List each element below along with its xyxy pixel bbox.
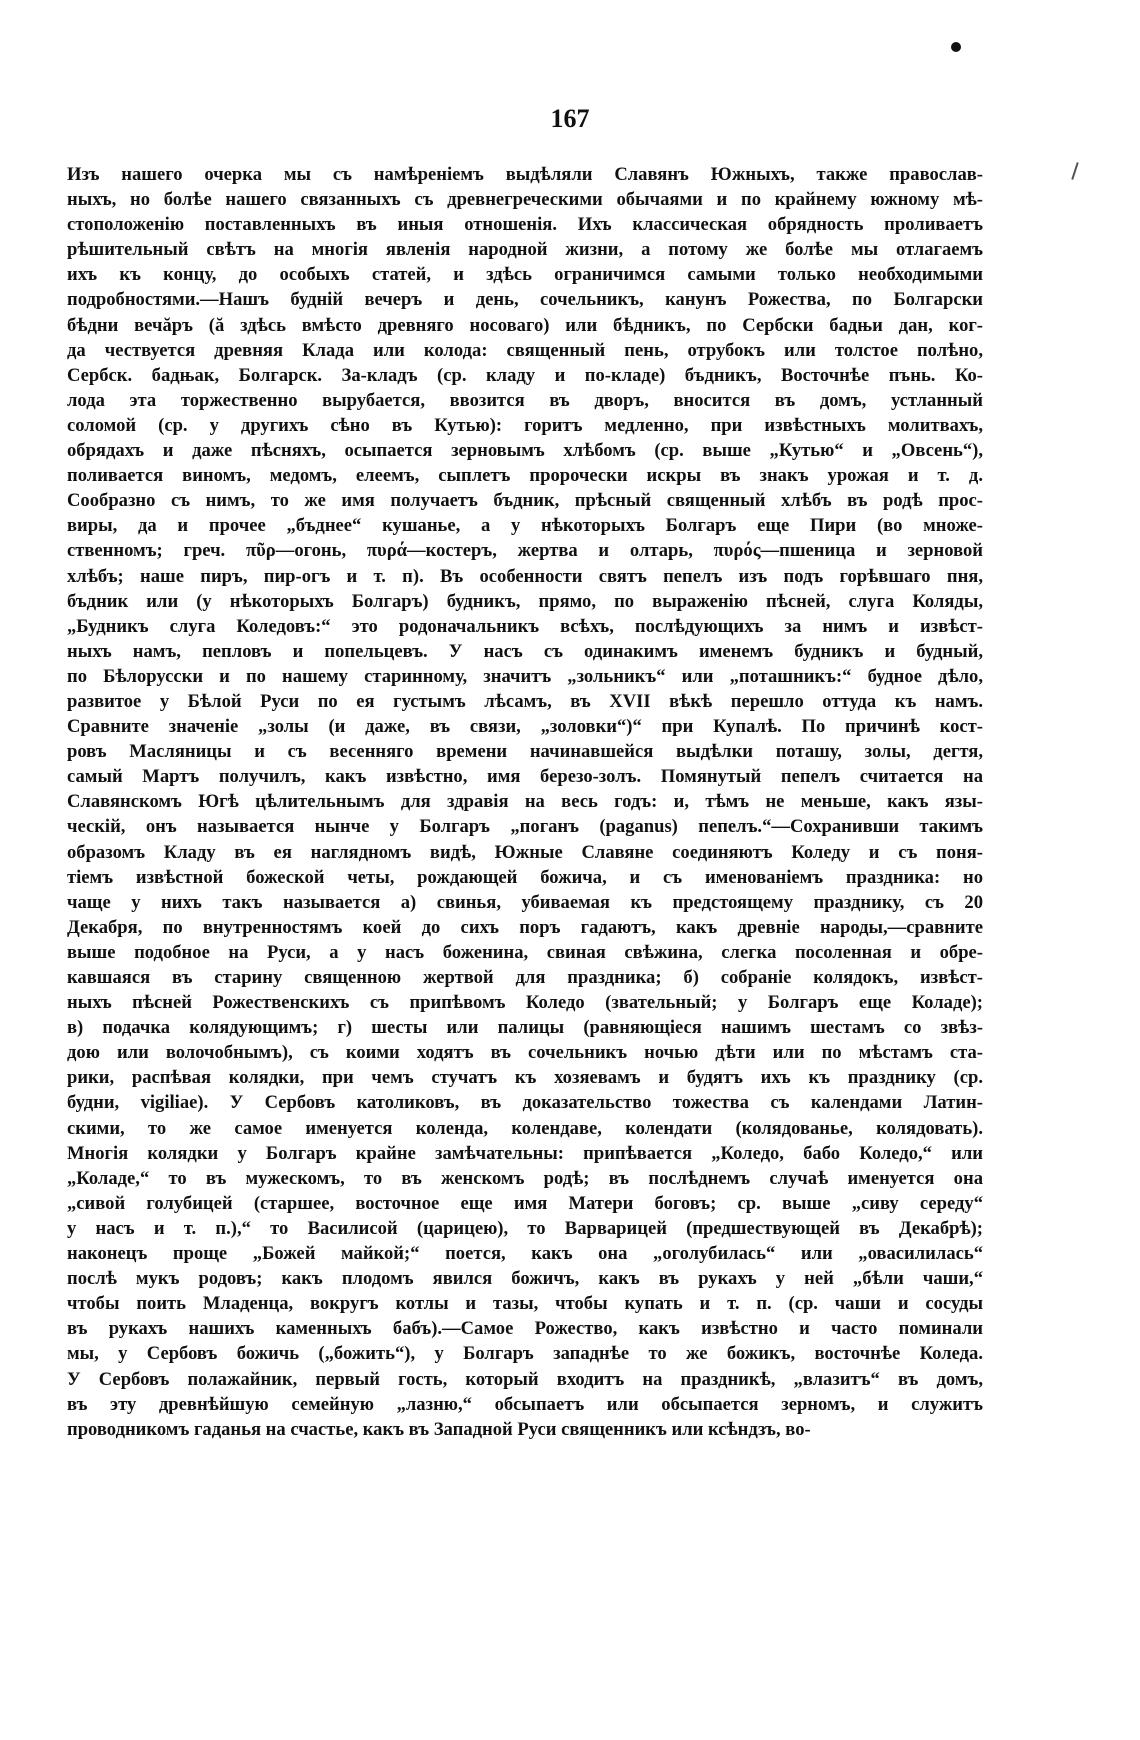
text-line: рѣшительный свѣтъ на многія явленія народной жизни, а потому же болѣе мы отлагаемъ <box>67 239 983 261</box>
text-line: „Коладе,“ то въ мужескомъ, то въ женскомъ родѣ; въ послѣднемъ случаѣ именуется она <box>67 1167 983 1189</box>
text-line: въ рукахъ нашихъ каменныхъ бабъ).—Самое Рожество, какъ извѣстно и часто поминали <box>67 1318 983 1340</box>
text-line: подробностями.—Нашъ будній вечеръ и день, сочельникъ, канунъ Рожества, по Болгарски <box>67 289 983 311</box>
text-line: поливается виномъ, медомъ, елеемъ, сыплетъ пророчески искры въ знакъ урожая и т. д. <box>67 465 983 487</box>
text-line: ровъ Масляницы и съ весенняго времени начинавшейся выдѣлки поташу, золы, дегтя, <box>67 741 983 763</box>
text-line: самый Мартъ получилъ, какъ извѣстно, имя березо-золъ. Помянутый пепелъ считается на <box>67 766 983 788</box>
text-line: бъдник или (у нѣкоторыхъ Болгаръ) будникъ, прямо, по выраженію пѣсней, слуга Коляды, <box>67 590 983 612</box>
text-line: стоположенію поставленныхъ въ иныя отношенія. Ихъ классическая обрядность проливаетъ <box>67 214 983 236</box>
text-line: по Бѣлорусски и по нашему старинному, значитъ „зольникъ“ или „поташникъ:“ будное дѣло, <box>67 665 983 687</box>
text-line: рики, распѣвая колядки, при чемъ стучатъ къ хозяевамъ и будятъ ихъ къ празднику (ср. <box>67 1067 983 1089</box>
text-line: въ эту древнѣйшую семейную „лазню,“ обсыпаетъ или обсыпается зерномъ, и служитъ <box>67 1393 983 1415</box>
text-line: Сообразно съ нимъ, то же имя получаетъ бъдник, прѣсный священный хлѣбъ въ родѣ прос- <box>67 490 983 512</box>
text-line: бѣдни вечăръ (ă здѣсь вмѣсто древняго носоваго) или бѣдникъ, по Сербски бадњи дан, ког- <box>67 314 983 336</box>
text-line: Многія колядки у Болгаръ крайне замѣчательны: припѣвается „Коледо, бабо Коледо,“ или <box>67 1142 983 1164</box>
text-line: Сравните значеніе „золы (и даже, въ связи, „золовки“)“ при Купалѣ. По причинѣ кост- <box>67 716 983 738</box>
text-line: ныхъ намъ, пепловъ и попельцевъ. У насъ съ одинакимъ именемъ будникъ и будный, <box>67 640 983 662</box>
text-line: мы, у Сербовъ божичь („божить“), у Болгаръ западнѣе то же божикъ, восточнѣе Коледа. <box>67 1343 983 1365</box>
text-line: Славянскомъ Югѣ цѣлительнымъ для здравія на весь годъ: и, тѣмъ не меньше, какъ язы- <box>67 791 983 813</box>
ink-dot <box>951 42 961 52</box>
body-text <box>67 162 983 1442</box>
text-line: образомъ Кладу въ ея наглядномъ видѣ, Южные Славяне соединяютъ Коледу и съ поня- <box>67 841 983 863</box>
text-line: тіемъ извѣстной божеской четы, рождающей божича, и съ именованіемъ праздника: но <box>67 866 983 888</box>
text-line: дою или волочобнымъ), съ коими ходятъ въ сочельникъ ночью дѣти или по мѣстамъ ста- <box>67 1042 983 1064</box>
text-line: „Будникъ слуга Коледовъ:“ это родоначальникъ всѣхъ, послѣдующихъ за нимъ и извѣст- <box>67 615 983 637</box>
text-line: проводникомъ гаданья на счастье, какъ въ Западной Руси священникъ или ксѣндзъ, во- <box>67 1418 811 1440</box>
text-line: чтобы поить Младенца, вокругъ котлы и тазы, чтобы купать и т. п. (ср. чаши и сосуды <box>67 1293 983 1315</box>
text-line: ихъ къ концу, до особыхъ статей, и здѣсь ограничимся самыми только необходимыми <box>67 264 983 286</box>
text-line: наконецъ проще „Божей майкой;“ поется, какъ она „оголубилась“ или „овасилилась“ <box>67 1243 983 1265</box>
text-line: Сербск. бадњак, Болгарск. За-кладъ (ср. кладу и по-кладе) бъдникъ, Восточнѣе пънь. Ко- <box>67 364 983 386</box>
text-line: виры, да и прочее „бъднее“ кушанье, а у нѣкоторыхъ Болгаръ еще Пири (во множе- <box>67 515 983 537</box>
text-line: Декабря, по внутренностямъ коей до сихъ поръ гадаютъ, какъ древніе народы,—сравните <box>67 916 983 938</box>
text-line: лода эта торжественно вырубается, ввозится въ дворъ, вносится въ домъ, устланный <box>67 389 983 411</box>
text-line: да чествуется древняя Клада или колода: священный пень, отрубокъ или толстое полѣно, <box>67 339 983 361</box>
text-line: чаще у нихъ такъ называется а) свинья, убиваемая къ предстоящему празднику, съ 20 <box>67 891 983 913</box>
text-line: у насъ и т. п.),“ то Василисой (царицею), то Варварицей (предшествующей въ Декабрѣ); <box>67 1217 983 1239</box>
text-line: кавшаяся въ старину священною жертвой для праздника; б) собраніе колядокъ, извѣст- <box>67 967 983 988</box>
text-line: обрядахъ и даже пѣсняхъ, осыпается зерновымъ хлѣбомъ (ср. выше „Кутью“ и „Овсень“), <box>67 440 983 462</box>
text-line: выше подобное на Руси, а у насъ боженина, свиная свѣжина, слегка посоленная и обре- <box>67 941 983 963</box>
text-line: послѣ мукъ родовъ; какъ плодомъ явился божичъ, какъ въ рукахъ у ней „бѣли чаши,“ <box>67 1268 983 1290</box>
text-line: Изъ нашего очерка мы съ намѣреніемъ выдѣляли Славянъ Южныхъ, также православ- <box>67 164 983 185</box>
text-line: ныхъ, но болѣе нашего связанныхъ съ древнегреческими обычаями и по крайнему южному мѣ- <box>67 189 983 211</box>
text-line: „сивой голубицей (старшее, восточное еще имя Матери боговъ; ср. выше „сиву середу“ <box>67 1192 983 1214</box>
text-line: хлѣбъ; наше пиръ, пир-огъ и т. п). Въ особенности святъ пепелъ изъ подъ горѣвшаго пня, <box>67 565 983 587</box>
text-line: в) подачка колядующимъ; г) шесты или палицы (равняющіеся нашимъ шестамъ со звѣз- <box>67 1017 983 1039</box>
text-line: будни, vigiliae). У Сербовъ католиковъ, въ доказательство тожества съ календами Латин- <box>67 1092 983 1114</box>
text-line: развитое у Бѣлой Руси по ея густымъ лѣсамъ, въ XVII вѣкѣ перешло оттуда къ намъ. <box>67 690 983 712</box>
text-line: У Сербовъ полажайник, первый гость, который входитъ на праздникѣ, „влазитъ“ въ домъ, <box>67 1368 983 1390</box>
text-line: соломой (ср. у другихъ сѣно въ Кутью): горитъ медленно, при извѣстныхъ молитвахъ, <box>67 414 983 436</box>
page-number: 167 <box>550 104 590 133</box>
text-line: ственномъ; греч. πῦρ—огонь, πυρά—костеръ, жертва и олтарь, πυρός—пшеница и зерновой <box>67 540 983 562</box>
text-line: скими, то же самое именуется коленда, колендаве, колендати (колядованье, колядовать). <box>67 1117 983 1139</box>
margin-tick-mark <box>1071 162 1078 180</box>
text-line: ческій, онъ называется нынче у Болгаръ „поганъ (paganus) пепелъ.“—Сохранивши такимъ <box>67 816 983 838</box>
text-line: ныхъ пѣсней Рожественскихъ съ припѣвомъ Коледо (звательный; у Болгаръ еще Коладе); <box>67 992 983 1014</box>
